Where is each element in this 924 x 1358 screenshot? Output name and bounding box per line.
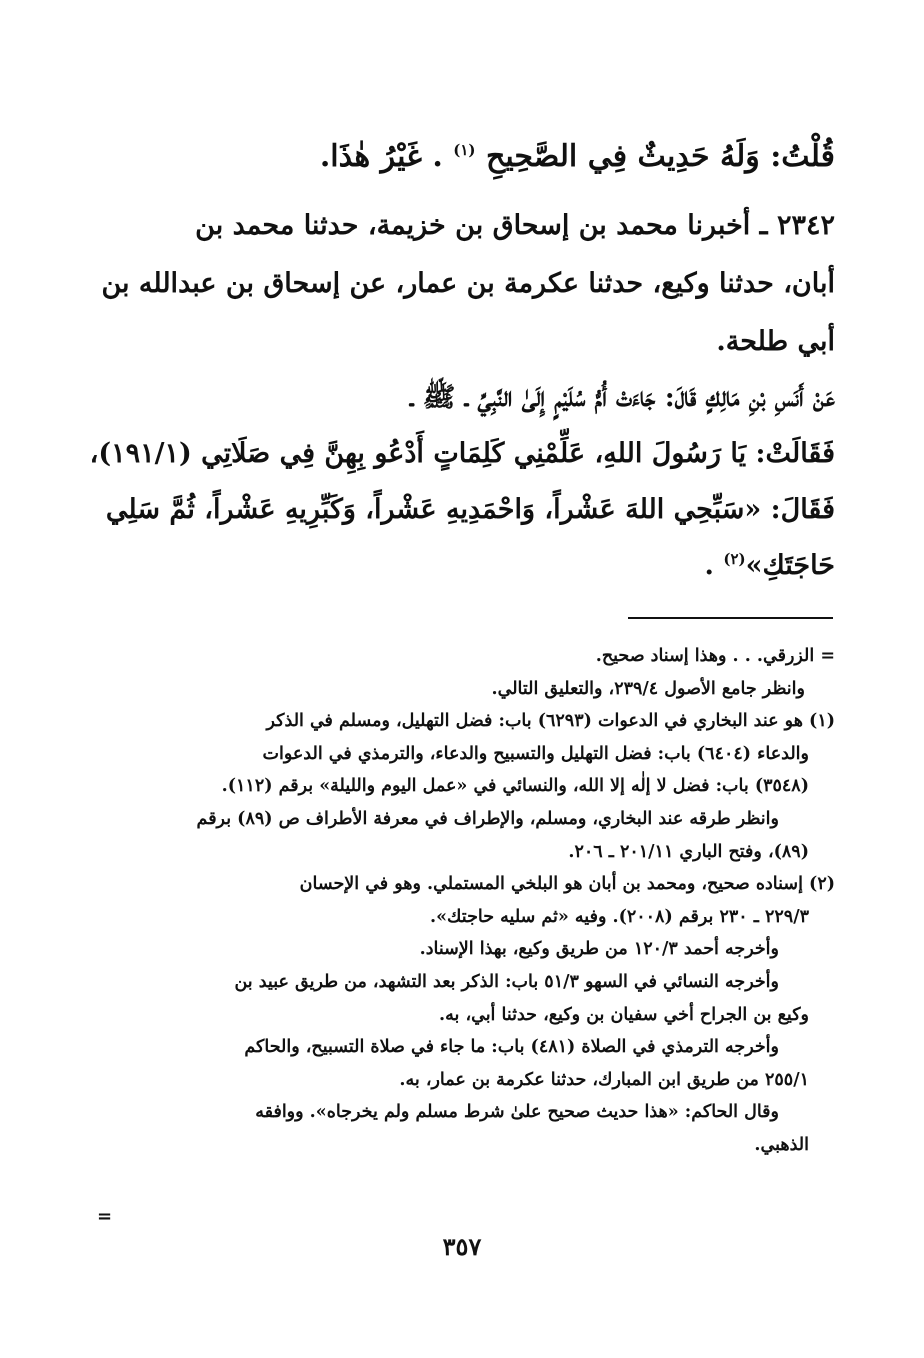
matn-line-1: عَنْ أَنَسِ بْنِ مَالِكٍ قَالَ: جَاءَتْ أُمُّ سُلَيْمٍ إِلَىٰ النَّبِيِّ ـ ﷺ ـ: [409, 382, 835, 413]
continuation-mark: =: [97, 1206, 113, 1227]
footnote-line: ٢٢٩/٣ ـ ٢٣٠ برقم (٢٠٠٨). وفيه «ثم سليه حاجتك».: [430, 906, 809, 927]
footnote-line: (٨٩)، وفتح الباري ٢٠١/١١ ـ ٢٠٦.: [568, 841, 809, 862]
footnote-line: = الزرقي. . . وهذا إسناد صحيح.: [595, 646, 835, 666]
footnotes: [100, 640, 835, 1162]
footnote-separator: [628, 617, 833, 619]
qultu-end: . غَيْرُ هٰذَا.: [319, 139, 443, 174]
footnote-line: وأخرجه الترمذي في الصلاة (٤٨١) باب: ما جاء في صلاة التسبيح، والحاكم: [244, 1037, 779, 1058]
footnote-line: وكيع بن الجراح أخي سفيان بن وكيع، حدثنا أبي، به.: [439, 1004, 809, 1025]
footnote-line: وانظر جامع الأصول ٢٣٩/٤، والتعليق التالي.: [491, 678, 805, 699]
qultu-text: قُلْتُ: وَلَهُ حَدِيثٌ فِي الصَّحِيحِ: [485, 139, 835, 174]
isnad-line-1: ٢٣٤٢ ـ أخبرنا محمد بن إسحاق بن خزيمة، حدثنا محمد بن: [195, 210, 835, 241]
matn-last-text: حَاجَتَكِ»: [745, 550, 835, 581]
qultu-statement: [100, 128, 835, 186]
qultu-line: [100, 128, 835, 186]
footnote-line: ٢٥٥/١ من طريق ابن المبارك، حدثنا عكرمة بن عمار، به.: [399, 1069, 809, 1090]
footnote-line: (١) هو عند البخاري في الدعوات (٦٢٩٣) باب: فضل التهليل، ومسلم في الذكر: [266, 711, 835, 732]
footnote-line: والدعاء (٦٤٠٤) باب: فضل التهليل والتسبيح والدعاء، والترمذي في الدعوات: [262, 743, 809, 764]
footnote-line: وقال الحاكم: «هذا حديث صحيح علىٰ شرط مسلم ولم يخرجاه». ووافقه: [255, 1102, 779, 1123]
matn-line-2: فَقَالَتْ: يَا رَسُولَ اللهِ، عَلِّمْنِي كَلِمَاتٍ أَدْعُو بِهِنَّ فِي صَلَاتِي (١٩١/١)،: [89, 438, 835, 469]
page-number: ٣٥٧: [442, 1232, 482, 1261]
matn-line-3: فَقَالَ: «سَبِّحِي اللهَ عَشْراً، وَاحْمَدِيهِ عَشْراً، وَكَبِّرِيهِ عَشْراً، ثُمَّ سَلِي: [105, 494, 835, 525]
footnote-line: (٣٥٤٨) باب: فضل لا إلٰه إلا الله، والنسائي في «عمل اليوم والليلة» برقم (١١٢).: [221, 776, 809, 797]
hadith-isnad: [100, 197, 835, 371]
footnote-line: (٢) إسناده صحيح، ومحمد بن أبان هو البلخي المستملي. وهو في الإحسان: [299, 874, 835, 895]
matn-line-4: [100, 538, 835, 594]
footnote-ref-1: (١): [453, 141, 476, 159]
isnad-line-2: أبان، حدثنا وكيع، حدثنا عكرمة بن عمار، عن إسحاق بن عبدالله بن: [101, 268, 835, 299]
hadith-matn: [89, 370, 835, 594]
footnote-line: الذهبي.: [754, 1134, 809, 1155]
isnad-line-3: أبي طلحة.: [716, 326, 835, 357]
footnote-ref-2: (٢): [723, 550, 746, 568]
matn-last-end: .: [704, 550, 714, 581]
footnote-line: وانظر طرقه عند البخاري، ومسلم، والإطراف في معرفة الأطراف ص (٨٩) برقم: [196, 808, 779, 829]
footnote-line: وأخرجه أحمد ١٢٠/٣ من طريق وكيع، بهذا الإسناد.: [419, 939, 779, 960]
footnote-line: وأخرجه النسائي في السهو ٥١/٣ باب: الذكر بعد التشهد، من طريق عبيد بن: [234, 971, 779, 992]
